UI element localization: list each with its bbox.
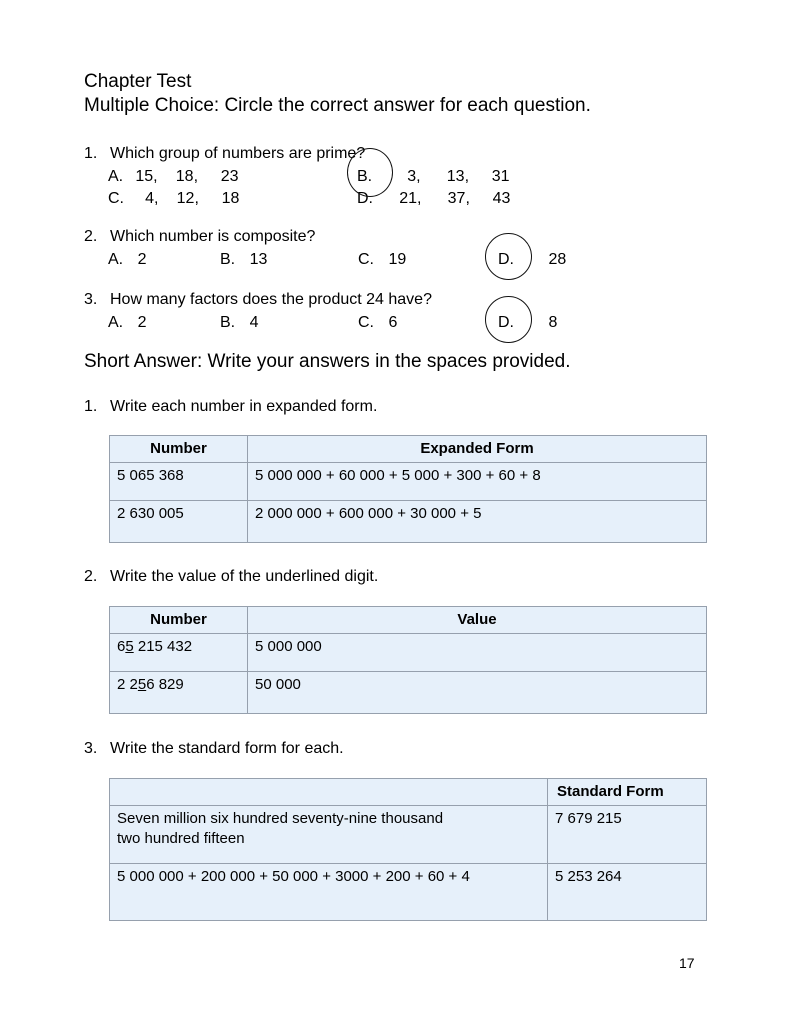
question-3-option-d-value: 8 xyxy=(548,314,558,331)
question-3-option-d[interactable] xyxy=(498,312,557,334)
table-row xyxy=(110,501,707,543)
expanded-form-table-header-expanded: Expanded Form xyxy=(248,436,707,463)
question-2-option-d[interactable] xyxy=(498,249,566,271)
table-header-row xyxy=(110,436,707,463)
question-2-option-b[interactable] xyxy=(220,249,267,271)
question-2-option-b-letter: B. xyxy=(220,251,236,268)
page-title: Chapter Test xyxy=(84,71,192,92)
short-answer-2-text: Write the value of the underlined digit. xyxy=(110,568,379,585)
question-1-option-a-n3: 23 xyxy=(220,168,239,185)
question-2 xyxy=(84,226,567,271)
question-3-text: How many factors does the product 24 have? xyxy=(110,291,432,308)
value-row-2-number-pre: 2 2 xyxy=(117,676,138,693)
multiple-choice-instructions: Multiple Choice: Circle the correct answer for each question. xyxy=(84,95,591,116)
table-header-row xyxy=(110,607,707,634)
value-row-2-number xyxy=(110,672,248,714)
standard-form-table-header-standard: Standard Form xyxy=(548,779,707,806)
question-1-option-d-letter: D. xyxy=(357,190,373,207)
question-2-text: Which number is composite? xyxy=(110,228,316,245)
question-2-option-a-value: 2 xyxy=(137,251,147,268)
question-1-option-a-letter: A. xyxy=(108,168,124,185)
question-1-option-b-n3: 31 xyxy=(491,168,510,185)
standard-form-row-1-answer[interactable]: 7 679 215 xyxy=(548,806,707,864)
question-3-option-b-value: 4 xyxy=(249,314,259,331)
short-answer-2-prompt xyxy=(84,566,378,587)
standard-form-row-2-prompt xyxy=(110,864,548,921)
value-row-1-answer[interactable]: 5 000 000 xyxy=(248,634,707,672)
value-row-1-number-post: 215 432 xyxy=(133,638,193,655)
question-1-row-1 xyxy=(84,166,510,188)
page-number: 17 xyxy=(679,955,695,971)
expanded-form-row-1-answer[interactable]: 5 000 000 + 60 000 + 5 000 + 300 + 60 + 8 xyxy=(248,463,707,501)
question-3-option-c[interactable] xyxy=(358,312,397,334)
table-row xyxy=(110,634,707,672)
short-answer-1-number: 1. xyxy=(84,398,98,415)
standard-form-row-1-prompt-line1: Seven million six hundred seventy-nine thousand xyxy=(117,810,444,827)
question-1-option-c-n2: 12, xyxy=(176,190,199,207)
question-2-option-c[interactable] xyxy=(358,249,406,271)
question-2-option-a[interactable] xyxy=(108,249,146,271)
question-3-option-d-letter: D. xyxy=(498,314,514,331)
question-3-option-a-letter: A. xyxy=(108,314,124,331)
question-2-option-b-value: 13 xyxy=(249,251,268,268)
question-1 xyxy=(84,143,511,210)
question-3-option-b-letter: B. xyxy=(220,314,236,331)
value-row-1-number-pre: 6 xyxy=(117,638,126,655)
short-answer-3-text: Write the standard form for each. xyxy=(110,740,344,757)
question-1-option-b-n2: 13, xyxy=(446,168,470,185)
value-row-2-number-underlined-digit: 5 xyxy=(137,676,147,693)
question-1-number: 1. xyxy=(84,145,98,162)
question-1-stem xyxy=(84,143,365,164)
expanded-form-table-header-number: Number xyxy=(110,436,248,463)
question-2-option-c-letter: C. xyxy=(358,251,374,268)
expanded-form-table xyxy=(109,435,707,543)
table-row xyxy=(110,864,707,921)
standard-form-row-2-answer[interactable]: 5 253 264 xyxy=(548,864,707,921)
question-1-option-d[interactable] xyxy=(357,188,510,210)
underlined-digit-value-table xyxy=(109,606,707,714)
value-row-2-answer[interactable]: 50 000 xyxy=(248,672,707,714)
question-3-option-c-letter: C. xyxy=(358,314,374,331)
question-1-option-d-n2: 37, xyxy=(447,190,470,207)
expanded-form-row-1-number: 5 065 368 xyxy=(110,463,248,501)
question-1-option-c-n3: 18 xyxy=(221,190,240,207)
standard-form-row-2-prompt-line1: 5 000 000 + 200 000 + 50 000 + 3000 + 200 + 60 + 4 xyxy=(117,868,470,885)
question-2-option-d-letter: D. xyxy=(498,251,514,268)
question-3-option-c-value: 6 xyxy=(388,314,398,331)
question-3-option-a-value: 2 xyxy=(137,314,147,331)
question-2-number: 2. xyxy=(84,228,98,245)
standard-form-row-1-prompt xyxy=(110,806,548,864)
question-3-option-a[interactable] xyxy=(108,312,146,334)
question-1-option-b-n1: 3, xyxy=(407,168,421,185)
question-2-option-d-value: 28 xyxy=(548,251,567,268)
question-3-options xyxy=(84,312,558,334)
question-1-option-b[interactable] xyxy=(357,166,509,188)
table-header-row xyxy=(110,779,707,806)
short-answer-3-prompt xyxy=(84,738,344,759)
expanded-form-row-2-number: 2 630 005 xyxy=(110,501,248,543)
question-3-number: 3. xyxy=(84,291,98,308)
question-1-option-b-letter: B. xyxy=(357,168,373,185)
value-row-2-number-post: 6 829 xyxy=(146,676,184,693)
question-1-option-c-n1: 4, xyxy=(145,190,159,207)
short-answer-2-number: 2. xyxy=(84,568,98,585)
short-answer-1-prompt xyxy=(84,396,377,417)
standard-form-row-1-prompt-line2: two hundred fifteen xyxy=(117,830,245,847)
question-1-option-d-n1: 21, xyxy=(399,190,422,207)
table-row xyxy=(110,806,707,864)
question-3-option-b[interactable] xyxy=(220,312,258,334)
short-answer-3-number: 3. xyxy=(84,740,98,757)
expanded-form-row-2-answer[interactable]: 2 000 000 + 600 000 + 30 000 + 5 xyxy=(248,501,707,543)
question-2-option-a-letter: A. xyxy=(108,251,124,268)
question-1-option-a[interactable] xyxy=(108,166,238,188)
short-answer-1-text: Write each number in expanded form. xyxy=(110,398,378,415)
question-3-stem xyxy=(84,289,432,310)
question-1-option-c[interactable] xyxy=(108,188,239,210)
question-3 xyxy=(84,289,558,334)
question-1-row-2 xyxy=(84,188,511,210)
short-answer-heading: Short Answer: Write your answers in the spaces provided. xyxy=(84,351,571,372)
value-row-1-number xyxy=(110,634,248,672)
value-row-1-number-underlined-digit: 5 xyxy=(125,638,134,655)
question-1-option-c-letter: C. xyxy=(108,190,124,207)
question-1-option-a-n2: 18, xyxy=(175,168,199,185)
value-table-header-value: Value xyxy=(248,607,707,634)
standard-form-table-header-blank xyxy=(110,779,548,806)
standard-form-table xyxy=(109,778,707,921)
table-row xyxy=(110,672,707,714)
question-2-stem xyxy=(84,226,315,247)
question-1-text: Which group of numbers are prime? xyxy=(110,145,366,162)
question-1-option-a-n1: 15, xyxy=(135,168,158,185)
table-row xyxy=(110,463,707,501)
value-table-header-number: Number xyxy=(110,607,248,634)
question-1-option-d-n3: 43 xyxy=(492,190,511,207)
question-2-options xyxy=(84,249,567,271)
question-2-option-c-value: 19 xyxy=(388,251,407,268)
